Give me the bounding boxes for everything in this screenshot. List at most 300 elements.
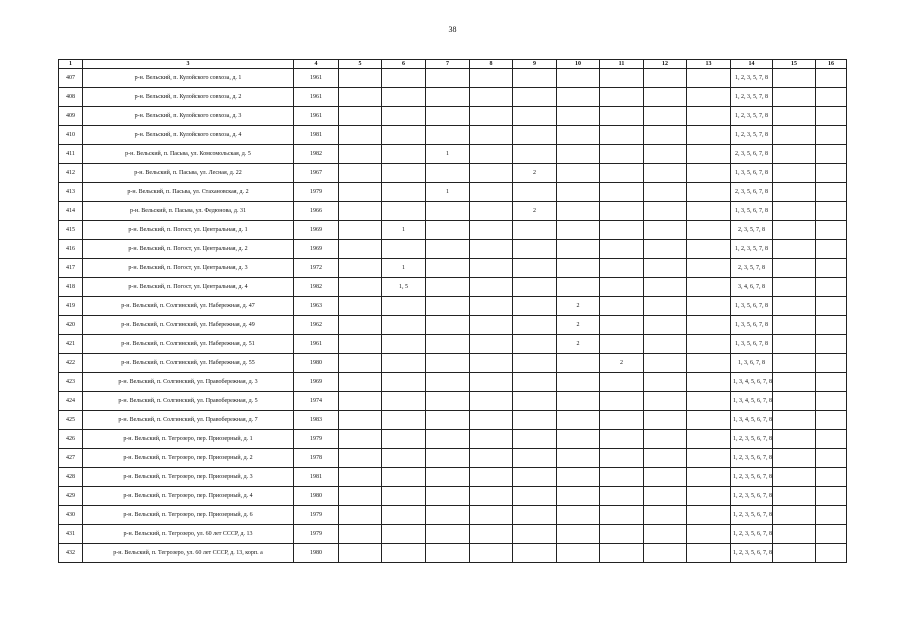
cell-address: р-н. Вельский, п. Кулойского совхоза, д. 1 <box>83 69 294 88</box>
cell-col-11 <box>600 278 644 297</box>
cell-year: 1963 <box>294 297 339 316</box>
cell-row-number: 412 <box>59 164 83 183</box>
cell-col-12 <box>644 544 687 563</box>
cell-col-7 <box>426 411 470 430</box>
table-row <box>59 468 847 487</box>
cell-col-8 <box>470 164 513 183</box>
cell-col-12 <box>644 278 687 297</box>
cell-col-9 <box>513 221 557 240</box>
cell-row-number: 410 <box>59 126 83 145</box>
cell-col-10 <box>557 69 600 88</box>
cell-col-14: 1, 2, 3, 5, 7, 8 <box>731 240 773 259</box>
cell-col-8 <box>470 278 513 297</box>
column-header-1: 1 <box>59 60 83 69</box>
cell-col-5 <box>339 145 382 164</box>
cell-col-8 <box>470 487 513 506</box>
cell-col-9 <box>513 183 557 202</box>
cell-col-15 <box>773 240 816 259</box>
cell-col-6 <box>382 183 426 202</box>
cell-col-15 <box>773 373 816 392</box>
cell-col-12 <box>644 145 687 164</box>
cell-col-9 <box>513 335 557 354</box>
cell-address: р-н. Вельский, п. Тегрозеро, ул. 60 лет СССР, д. 13, корп. а <box>83 544 294 563</box>
cell-col-15 <box>773 164 816 183</box>
cell-col-13 <box>687 69 731 88</box>
cell-col-9 <box>513 354 557 373</box>
cell-col-14: 1, 2, 3, 5, 6, 7, 8 <box>731 430 773 449</box>
cell-col-6 <box>382 107 426 126</box>
table-row <box>59 487 847 506</box>
cell-col-7 <box>426 316 470 335</box>
table-row <box>59 259 847 278</box>
cell-address: р-н. Вельский, п. Тегрозеро, ул. 60 лет СССР, д. 13 <box>83 525 294 544</box>
cell-col-14: 2, 3, 5, 7, 8 <box>731 259 773 278</box>
cell-col-7 <box>426 240 470 259</box>
cell-col-14: 1, 2, 3, 5, 6, 7, 8 <box>731 525 773 544</box>
cell-col-8 <box>470 221 513 240</box>
cell-col-9 <box>513 525 557 544</box>
cell-row-number: 415 <box>59 221 83 240</box>
table-row <box>59 525 847 544</box>
cell-col-12 <box>644 487 687 506</box>
cell-row-number: 426 <box>59 430 83 449</box>
cell-address: р-н. Вельский, п. Солгинский, ул. Набережная, д. 49 <box>83 316 294 335</box>
cell-col-5 <box>339 487 382 506</box>
cell-col-11 <box>600 126 644 145</box>
cell-col-13 <box>687 259 731 278</box>
cell-col-15 <box>773 202 816 221</box>
cell-col-14: 1, 3, 5, 6, 7, 8 <box>731 202 773 221</box>
cell-col-12 <box>644 69 687 88</box>
cell-col-11 <box>600 259 644 278</box>
cell-col-15 <box>773 69 816 88</box>
cell-address: р-н. Вельский, п. Солгинский, ул. Правобережная, д. 3 <box>83 373 294 392</box>
cell-year: 1979 <box>294 183 339 202</box>
cell-col-10 <box>557 278 600 297</box>
cell-col-16 <box>816 335 847 354</box>
table-body <box>59 69 847 563</box>
cell-col-5 <box>339 468 382 487</box>
cell-col-16 <box>816 411 847 430</box>
cell-year: 1981 <box>294 468 339 487</box>
cell-col-11 <box>600 202 644 221</box>
column-header-14: 14 <box>731 60 773 69</box>
cell-col-9 <box>513 259 557 278</box>
cell-col-8 <box>470 525 513 544</box>
cell-col-14: 1, 3, 4, 5, 6, 7, 8 <box>731 373 773 392</box>
cell-col-14: 3, 4, 6, 7, 8 <box>731 278 773 297</box>
cell-col-5 <box>339 107 382 126</box>
cell-col-11 <box>600 145 644 164</box>
cell-row-number: 422 <box>59 354 83 373</box>
cell-address: р-н. Вельский, п. Тегрозеро, пер. Приозерный, д. 2 <box>83 449 294 468</box>
cell-address: р-н. Вельский, п. Кулойского совхоза, д. 2 <box>83 88 294 107</box>
cell-col-10: 2 <box>557 316 600 335</box>
cell-col-11 <box>600 335 644 354</box>
cell-col-10 <box>557 145 600 164</box>
cell-row-number: 432 <box>59 544 83 563</box>
cell-col-11 <box>600 164 644 183</box>
column-header-12: 12 <box>644 60 687 69</box>
table-row <box>59 297 847 316</box>
page-number: 38 <box>448 25 457 34</box>
cell-year: 1980 <box>294 354 339 373</box>
cell-col-16 <box>816 544 847 563</box>
cell-col-7 <box>426 544 470 563</box>
cell-col-11 <box>600 487 644 506</box>
cell-col-7 <box>426 525 470 544</box>
cell-col-15 <box>773 88 816 107</box>
table-row <box>59 316 847 335</box>
cell-col-7 <box>426 487 470 506</box>
cell-col-8 <box>470 544 513 563</box>
cell-col-8 <box>470 373 513 392</box>
cell-col-6 <box>382 88 426 107</box>
cell-col-10 <box>557 430 600 449</box>
cell-col-14: 1, 2, 3, 5, 6, 7, 8 <box>731 468 773 487</box>
cell-col-13 <box>687 487 731 506</box>
cell-col-14: 1, 3, 5, 6, 7, 8 <box>731 297 773 316</box>
cell-col-6 <box>382 430 426 449</box>
cell-col-5 <box>339 183 382 202</box>
cell-address: р-н. Вельский, п. Погост, ул. Центральная, д. 2 <box>83 240 294 259</box>
cell-col-11 <box>600 392 644 411</box>
cell-col-8 <box>470 69 513 88</box>
cell-year: 1982 <box>294 278 339 297</box>
cell-col-12 <box>644 202 687 221</box>
table-row <box>59 430 847 449</box>
cell-col-9 <box>513 392 557 411</box>
cell-col-14: 1, 3, 5, 6, 7, 8 <box>731 164 773 183</box>
cell-col-10 <box>557 373 600 392</box>
cell-col-13 <box>687 430 731 449</box>
cell-col-11 <box>600 183 644 202</box>
cell-row-number: 409 <box>59 107 83 126</box>
column-header-4: 4 <box>294 60 339 69</box>
cell-col-13 <box>687 183 731 202</box>
cell-col-14: 1, 2, 3, 5, 7, 8 <box>731 107 773 126</box>
cell-col-11 <box>600 240 644 259</box>
cell-col-16 <box>816 430 847 449</box>
cell-col-6: 1 <box>382 221 426 240</box>
cell-col-12 <box>644 525 687 544</box>
cell-col-12 <box>644 183 687 202</box>
cell-col-5 <box>339 164 382 183</box>
cell-address: р-н. Вельский, п. Солгинский, ул. Набережная, д. 55 <box>83 354 294 373</box>
cell-col-15 <box>773 411 816 430</box>
cell-row-number: 421 <box>59 335 83 354</box>
cell-col-15 <box>773 145 816 164</box>
cell-col-10 <box>557 164 600 183</box>
cell-col-5 <box>339 354 382 373</box>
table-row <box>59 411 847 430</box>
cell-col-5 <box>339 525 382 544</box>
cell-col-10 <box>557 202 600 221</box>
cell-col-6 <box>382 164 426 183</box>
cell-address: р-н. Вельский, п. Пасьва, ул. Лесная, д. 22 <box>83 164 294 183</box>
cell-col-14: 1, 2, 3, 5, 6, 7, 8 <box>731 544 773 563</box>
cell-col-7 <box>426 126 470 145</box>
cell-address: р-н. Вельский, п. Кулойского совхоза, д. 4 <box>83 126 294 145</box>
cell-col-14: 1, 2, 3, 5, 6, 7, 8 <box>731 506 773 525</box>
cell-col-15 <box>773 126 816 145</box>
cell-col-5 <box>339 506 382 525</box>
table-row <box>59 126 847 145</box>
cell-col-16 <box>816 202 847 221</box>
cell-row-number: 427 <box>59 449 83 468</box>
cell-col-13 <box>687 164 731 183</box>
column-header-15: 15 <box>773 60 816 69</box>
cell-col-13 <box>687 221 731 240</box>
cell-col-12 <box>644 164 687 183</box>
cell-col-6 <box>382 240 426 259</box>
cell-col-6 <box>382 468 426 487</box>
cell-col-10 <box>557 506 600 525</box>
cell-col-8 <box>470 145 513 164</box>
cell-row-number: 430 <box>59 506 83 525</box>
cell-col-8 <box>470 259 513 278</box>
table-header <box>59 60 847 69</box>
cell-year: 1979 <box>294 525 339 544</box>
table-row <box>59 183 847 202</box>
cell-col-10 <box>557 449 600 468</box>
cell-col-13 <box>687 316 731 335</box>
cell-col-10 <box>557 88 600 107</box>
cell-col-14: 2, 3, 5, 7, 8 <box>731 221 773 240</box>
cell-col-15 <box>773 487 816 506</box>
table-row <box>59 221 847 240</box>
cell-col-5 <box>339 430 382 449</box>
cell-col-7 <box>426 69 470 88</box>
cell-row-number: 413 <box>59 183 83 202</box>
cell-col-11 <box>600 69 644 88</box>
cell-col-8 <box>470 449 513 468</box>
cell-col-16 <box>816 316 847 335</box>
cell-col-11 <box>600 468 644 487</box>
cell-col-9 <box>513 411 557 430</box>
cell-row-number: 431 <box>59 525 83 544</box>
cell-col-14: 1, 3, 5, 6, 7, 8 <box>731 316 773 335</box>
cell-col-5 <box>339 297 382 316</box>
cell-col-7 <box>426 449 470 468</box>
cell-col-8 <box>470 506 513 525</box>
cell-col-5 <box>339 449 382 468</box>
cell-col-12 <box>644 354 687 373</box>
cell-col-6 <box>382 316 426 335</box>
cell-col-5 <box>339 126 382 145</box>
column-header-16: 16 <box>816 60 847 69</box>
column-header-10: 10 <box>557 60 600 69</box>
cell-col-16 <box>816 221 847 240</box>
cell-col-12 <box>644 240 687 259</box>
cell-col-7 <box>426 506 470 525</box>
table-row <box>59 69 847 88</box>
cell-col-12 <box>644 221 687 240</box>
cell-col-13 <box>687 373 731 392</box>
cell-col-12 <box>644 506 687 525</box>
column-header-11: 11 <box>600 60 644 69</box>
cell-col-16 <box>816 297 847 316</box>
column-header-5: 5 <box>339 60 382 69</box>
cell-col-7 <box>426 335 470 354</box>
cell-col-11 <box>600 430 644 449</box>
cell-col-9 <box>513 145 557 164</box>
cell-address: р-н. Вельский, п. Погост, ул. Центральная, д. 4 <box>83 278 294 297</box>
cell-col-9 <box>513 468 557 487</box>
cell-col-9 <box>513 126 557 145</box>
cell-row-number: 416 <box>59 240 83 259</box>
cell-address: р-н. Вельский, п. Солгинский, ул. Правобережная, д. 7 <box>83 411 294 430</box>
cell-col-11 <box>600 88 644 107</box>
table-row <box>59 392 847 411</box>
cell-col-14: 2, 3, 5, 6, 7, 8 <box>731 183 773 202</box>
cell-col-9 <box>513 316 557 335</box>
cell-col-10 <box>557 525 600 544</box>
cell-year: 1961 <box>294 88 339 107</box>
cell-col-10 <box>557 107 600 126</box>
cell-address: р-н. Вельский, п. Солгинский, ул. Правобережная, д. 5 <box>83 392 294 411</box>
cell-col-9: 2 <box>513 202 557 221</box>
table-row <box>59 335 847 354</box>
cell-col-13 <box>687 145 731 164</box>
cell-year: 1974 <box>294 392 339 411</box>
cell-col-8 <box>470 411 513 430</box>
cell-col-9 <box>513 297 557 316</box>
cell-year: 1969 <box>294 373 339 392</box>
cell-col-8 <box>470 297 513 316</box>
cell-col-9 <box>513 69 557 88</box>
cell-col-11 <box>600 506 644 525</box>
cell-col-5 <box>339 316 382 335</box>
cell-col-10 <box>557 240 600 259</box>
cell-year: 1980 <box>294 544 339 563</box>
cell-col-15 <box>773 449 816 468</box>
cell-col-7: 1 <box>426 183 470 202</box>
cell-col-13 <box>687 202 731 221</box>
cell-col-16 <box>816 164 847 183</box>
cell-year: 1967 <box>294 164 339 183</box>
cell-col-10: 2 <box>557 297 600 316</box>
cell-col-6: 1 <box>382 259 426 278</box>
cell-year: 1980 <box>294 487 339 506</box>
cell-col-15 <box>773 183 816 202</box>
cell-col-15 <box>773 430 816 449</box>
cell-col-15 <box>773 392 816 411</box>
cell-col-12 <box>644 411 687 430</box>
cell-year: 1962 <box>294 316 339 335</box>
cell-col-14: 1, 2, 3, 5, 7, 8 <box>731 126 773 145</box>
cell-col-12 <box>644 88 687 107</box>
cell-col-7 <box>426 373 470 392</box>
cell-year: 1981 <box>294 126 339 145</box>
cell-col-16 <box>816 449 847 468</box>
cell-col-11 <box>600 107 644 126</box>
cell-address: р-н. Вельский, п. Пасьва, ул. Федюнова, д. 31 <box>83 202 294 221</box>
cell-address: р-н. Вельский, п. Пасьва, ул. Комсомольская, д. 5 <box>83 145 294 164</box>
cell-address: р-н. Вельский, п. Пасьва, ул. Стахановская, д. 2 <box>83 183 294 202</box>
cell-col-9 <box>513 88 557 107</box>
cell-col-13 <box>687 411 731 430</box>
cell-year: 1978 <box>294 449 339 468</box>
cell-col-16 <box>816 88 847 107</box>
cell-row-number: 425 <box>59 411 83 430</box>
cell-row-number: 414 <box>59 202 83 221</box>
cell-col-5 <box>339 392 382 411</box>
cell-col-12 <box>644 126 687 145</box>
cell-col-16 <box>816 240 847 259</box>
cell-col-9 <box>513 544 557 563</box>
cell-col-10 <box>557 411 600 430</box>
cell-col-16 <box>816 487 847 506</box>
cell-year: 1982 <box>294 145 339 164</box>
cell-col-8 <box>470 107 513 126</box>
column-header-7: 7 <box>426 60 470 69</box>
cell-row-number: 417 <box>59 259 83 278</box>
cell-col-14: 1, 3, 5, 6, 7, 8 <box>731 335 773 354</box>
cell-col-9 <box>513 487 557 506</box>
cell-col-5 <box>339 202 382 221</box>
cell-address: р-н. Вельский, п. Погост, ул. Центральная, д. 3 <box>83 259 294 278</box>
cell-col-7 <box>426 88 470 107</box>
cell-col-13 <box>687 506 731 525</box>
cell-col-7 <box>426 164 470 183</box>
cell-col-16 <box>816 107 847 126</box>
cell-col-5 <box>339 411 382 430</box>
column-header-3: 3 <box>83 60 294 69</box>
cell-row-number: 407 <box>59 69 83 88</box>
cell-col-11 <box>600 297 644 316</box>
cell-col-13 <box>687 449 731 468</box>
cell-col-15 <box>773 544 816 563</box>
cell-col-16 <box>816 278 847 297</box>
cell-col-6 <box>382 487 426 506</box>
cell-col-6 <box>382 373 426 392</box>
cell-year: 1983 <box>294 411 339 430</box>
cell-col-13 <box>687 354 731 373</box>
cell-col-16 <box>816 259 847 278</box>
cell-row-number: 429 <box>59 487 83 506</box>
cell-col-12 <box>644 107 687 126</box>
cell-year: 1979 <box>294 430 339 449</box>
cell-col-7: 1 <box>426 145 470 164</box>
cell-col-11 <box>600 373 644 392</box>
cell-col-6 <box>382 69 426 88</box>
cell-col-10 <box>557 392 600 411</box>
cell-col-15 <box>773 297 816 316</box>
cell-col-14: 1, 2, 3, 5, 6, 7, 8 <box>731 487 773 506</box>
cell-col-12 <box>644 373 687 392</box>
cell-row-number: 424 <box>59 392 83 411</box>
table-row <box>59 240 847 259</box>
cell-col-16 <box>816 506 847 525</box>
cell-col-13 <box>687 525 731 544</box>
cell-address: р-н. Вельский, п. Солгинский, ул. Набережная, д. 51 <box>83 335 294 354</box>
cell-col-6 <box>382 525 426 544</box>
cell-col-11 <box>600 221 644 240</box>
cell-col-9 <box>513 278 557 297</box>
cell-col-10 <box>557 354 600 373</box>
cell-col-14: 2, 3, 5, 6, 7, 8 <box>731 145 773 164</box>
cell-col-16 <box>816 468 847 487</box>
cell-col-8 <box>470 392 513 411</box>
cell-col-12 <box>644 335 687 354</box>
cell-row-number: 420 <box>59 316 83 335</box>
cell-col-6 <box>382 145 426 164</box>
cell-row-number: 423 <box>59 373 83 392</box>
cell-col-8 <box>470 240 513 259</box>
cell-col-6: 1, 5 <box>382 278 426 297</box>
cell-col-7 <box>426 468 470 487</box>
